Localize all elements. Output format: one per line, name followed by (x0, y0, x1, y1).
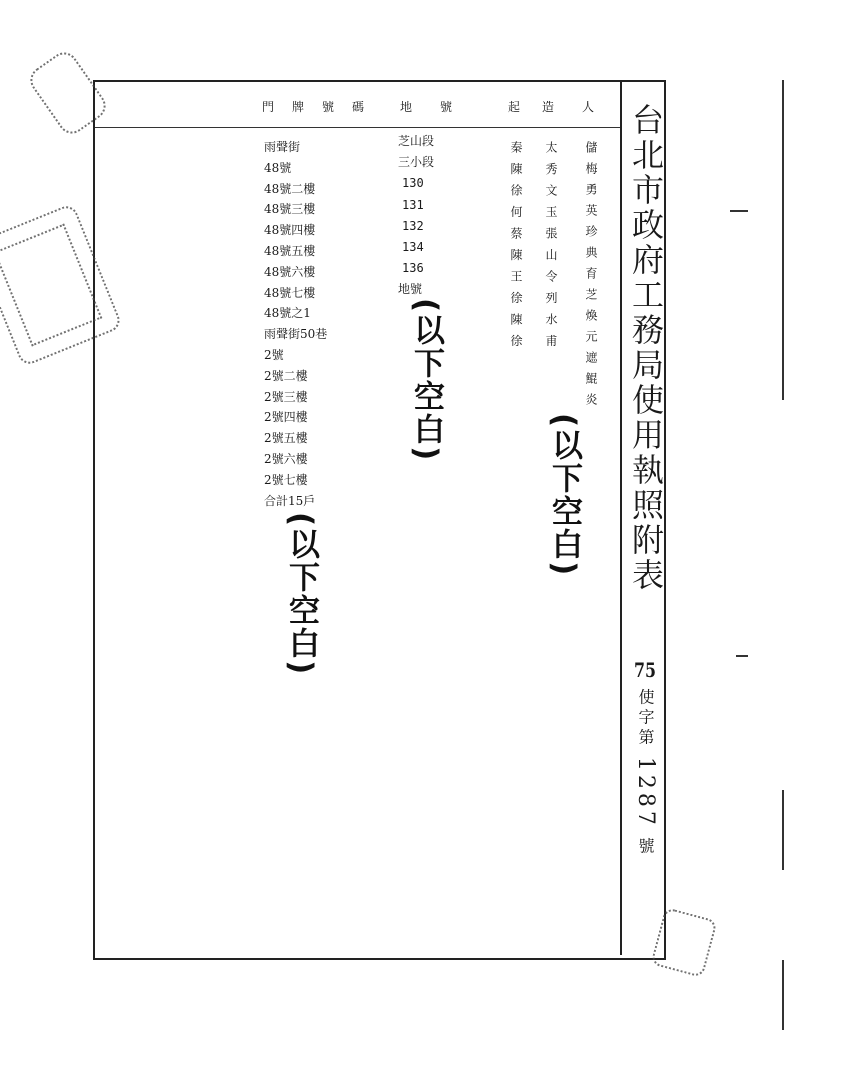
header-char: 起 (508, 100, 521, 114)
land-number: 130 (402, 176, 424, 191)
header-char: 號 (322, 100, 335, 114)
land-number-list (398, 131, 434, 301)
address-row: 48號六樓 (264, 264, 316, 279)
header-builder (508, 98, 612, 115)
margin-mark (782, 80, 784, 400)
permit-suffix: 號 (636, 837, 655, 858)
header-divider (95, 127, 620, 128)
margin-mark (730, 210, 748, 212)
address-list (264, 137, 327, 511)
land-number: 134 (402, 240, 424, 255)
address-row: 48號之1 (264, 306, 311, 321)
header-char: 碼 (352, 100, 365, 114)
address-row: 2號三樓 (264, 389, 308, 404)
land-number: 136 (402, 261, 424, 276)
header-door-number (262, 98, 382, 115)
document-title: 台北市政府工務局使用執照附表 (627, 103, 665, 593)
blank-mark-land: (以下空白) (408, 298, 444, 463)
header-char: 牌 (292, 100, 305, 114)
margin-mark (782, 790, 784, 870)
address-row: 2號五樓 (264, 431, 308, 446)
land-suffix: 地號 (398, 282, 423, 297)
address-row: 48號二樓 (264, 181, 316, 196)
header-char: 地 (400, 100, 413, 114)
address-row: 48號四樓 (264, 223, 316, 238)
margin-mark (782, 960, 784, 1030)
permit-word: 使字第 (636, 688, 655, 749)
address-row: 48號七樓 (264, 285, 316, 300)
address-row: 雨聲街50巷 (264, 327, 328, 342)
address-row: 2號 (264, 347, 284, 362)
land-subsection: 三小段 (398, 155, 435, 170)
permit-year: 75 (634, 660, 656, 680)
land-number: 132 (402, 218, 424, 233)
permit-serial: 1287 (633, 756, 658, 829)
header-char: 門 (262, 100, 275, 114)
address-row: 2號六樓 (264, 451, 308, 466)
builder-column-2: 太秀文玉張山令列水甫 (544, 141, 558, 356)
address-row: 2號四樓 (264, 410, 308, 425)
address-row: 48號三樓 (264, 202, 316, 217)
header-char: 人 (582, 100, 595, 114)
header-char: 號 (440, 100, 453, 114)
builder-column-4: 儲梅勇英珍典育芝煥元遮鯤炎 (584, 141, 598, 414)
header-land-number (400, 98, 470, 115)
land-section: 芝山段 (398, 134, 435, 148)
address-row: 2號七樓 (264, 472, 308, 487)
permit-number (628, 660, 658, 857)
blank-mark-address: (以下空白) (283, 512, 319, 677)
builder-column-1: 秦陳徐何蔡陳王徐陳徐 (509, 141, 523, 356)
address-row: 48號 (264, 160, 292, 175)
address-row: 2號二樓 (264, 368, 308, 383)
margin-mark (736, 655, 748, 657)
blank-mark-builder: (以下空白) (546, 413, 582, 578)
address-row: 雨聲街 (264, 140, 301, 154)
header-char: 造 (542, 100, 555, 114)
land-number: 131 (402, 197, 424, 212)
address-row: 48號五樓 (264, 243, 316, 258)
address-total: 合計15戶 (264, 493, 316, 508)
